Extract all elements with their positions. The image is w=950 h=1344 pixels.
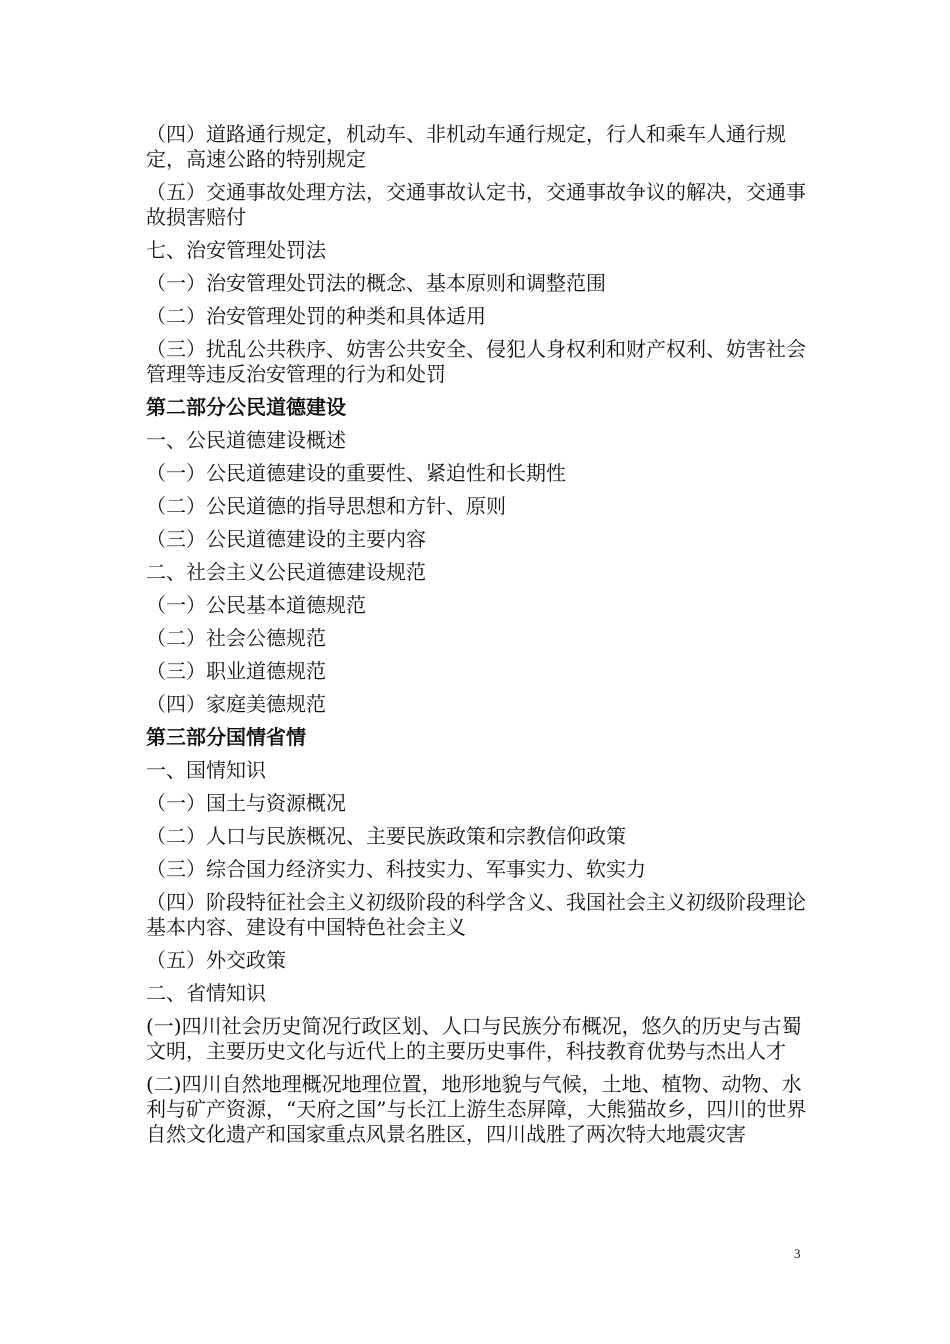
text-line: （二）治安管理处罚的种类和具体适用 bbox=[146, 304, 486, 328]
section-heading: 第二部分公民道德建设 bbox=[146, 395, 346, 419]
page-number: 3 bbox=[794, 1246, 801, 1261]
text-line: （一）国土与资源概况 bbox=[146, 791, 346, 815]
section-heading: 第三部分国情省情 bbox=[146, 725, 306, 749]
text-line: （五）外交政策 bbox=[146, 948, 286, 972]
text-line: （一）治安管理处罚法的概念、基本原则和调整范围 bbox=[146, 271, 606, 295]
document-body bbox=[146, 122, 814, 1155]
text-line: （四）家庭美德规范 bbox=[146, 692, 326, 716]
text-line: (二)四川自然地理概况地理位置，地形地貌与气候，土地、植物、动物、水利与矿产资源，“天府之国”与长江上游生态屏障，大熊猫故乡，四川的世界自然文化遗产和国家重点风景名胜区，四川战胜了两次特大地震灾害 bbox=[146, 1072, 807, 1146]
text-line: （三）扰乱公共秩序、妨害公共安全、侵犯人身权利和财产权利、妨害社会管理等违反治安管理的行为和处罚 bbox=[146, 337, 806, 386]
text-line: （四）道路通行规定，机动车、非机动车通行规定，行人和乘车人通行规定，高速公路的特别规定 bbox=[146, 122, 786, 171]
text-line: （三）职业道德规范 bbox=[146, 659, 326, 683]
text-line: （三）公民道德建设的主要内容 bbox=[146, 527, 426, 551]
text-line: 二、省情知识 bbox=[146, 981, 266, 1005]
text-line: （五）交通事故处理方法，交通事故认定书，交通事故争议的解决，交通事故损害赔付 bbox=[146, 180, 806, 229]
text-line: （二）人口与民族概况、主要民族政策和宗教信仰政策 bbox=[146, 824, 626, 848]
text-line: 七、治安管理处罚法 bbox=[146, 238, 326, 262]
text-line: （一）公民道德建设的重要性、紧迫性和长期性 bbox=[146, 461, 566, 485]
text-line: （二）公民道德的指导思想和方针、原则 bbox=[146, 494, 506, 518]
text-line: （一）公民基本道德规范 bbox=[146, 593, 366, 617]
text-line: (一)四川社会历史简况行政区划、人口与民族分布概况，悠久的历史与古蜀文明，主要历史文化与近代上的主要历史事件，科技教育优势与杰出人才 bbox=[146, 1014, 802, 1063]
text-line: （四）阶段特征社会主义初级阶段的科学含义、我国社会主义初级阶段理论基本内容、建设有中国特色社会主义 bbox=[146, 890, 806, 939]
text-line: 一、国情知识 bbox=[146, 758, 266, 782]
text-line: （二）社会公德规范 bbox=[146, 626, 326, 650]
text-line: （三）综合国力经济实力、科技实力、军事实力、软实力 bbox=[146, 857, 646, 881]
text-line: 一、公民道德建设概述 bbox=[146, 428, 346, 452]
text-line: 二、社会主义公民道德建设规范 bbox=[146, 560, 426, 584]
